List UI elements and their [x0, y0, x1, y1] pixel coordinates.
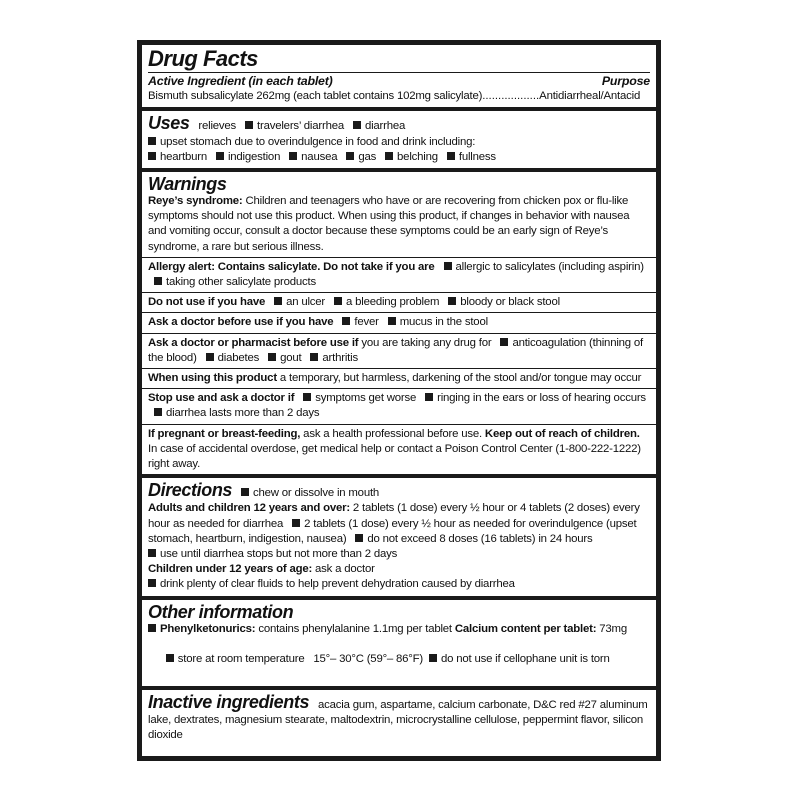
ask-pharmacist	[142, 333, 656, 368]
do-not-use-item: a bleeding problem	[346, 296, 440, 309]
bullet-icon	[346, 152, 354, 160]
bullet-icon	[385, 152, 393, 160]
bullet-icon	[148, 137, 156, 145]
direction-item: use until diarrhea stops but not more than 2 days	[160, 548, 398, 561]
pregnancy-text: ask a health professional before use.	[300, 427, 485, 440]
uses-line-3	[148, 150, 650, 165]
bullet-icon	[148, 549, 156, 557]
use-item: upset stomach due to overindulgence in food and drink including:	[160, 135, 476, 148]
uses-heading: Uses	[148, 113, 190, 134]
bullet-icon	[268, 353, 276, 361]
storage-text: store at room temperature 15°– 30°C (59°– 86°F)	[177, 653, 424, 666]
storage-line	[148, 637, 650, 683]
direction-line	[148, 577, 650, 592]
pku-label: Phenylketonurics:	[160, 622, 256, 635]
use-item: indigestion	[227, 150, 281, 163]
bullet-icon	[388, 317, 396, 325]
do-not-use-item: an ulcer	[286, 296, 326, 309]
ask-pharmacist-item: arthritis	[322, 351, 358, 364]
direction-item: do not exceed 8 doses (16 tablets) in 24 hours	[367, 532, 593, 545]
use-item: nausea	[301, 150, 338, 163]
ask-doctor-item: fever	[354, 316, 379, 329]
ask-pharmacist-item: gout	[280, 351, 302, 364]
phenylketonurics-line	[148, 622, 650, 637]
cellophane-text: do not use if cellophane unit is torn	[441, 653, 610, 666]
bullet-icon	[310, 353, 318, 361]
directions-intro: chew or dissolve in mouth	[253, 487, 380, 500]
adults-directions	[148, 501, 650, 547]
bullet-icon	[289, 152, 297, 160]
uses-line-2	[148, 135, 650, 150]
bullet-icon	[154, 277, 162, 285]
bullet-icon	[353, 121, 361, 129]
inactive-ingredients-section	[142, 686, 656, 757]
pregnancy-warning	[142, 424, 656, 475]
allergy-alert	[142, 257, 656, 292]
use-item: travelers’ diarrhea	[257, 120, 344, 133]
purpose-label: Purpose	[601, 74, 650, 88]
bullet-icon	[148, 152, 156, 160]
bullet-icon	[216, 152, 224, 160]
bullet-icon	[148, 624, 156, 632]
active-ingredient-header	[148, 72, 650, 89]
ask-pharmacist-item: diabetes	[217, 351, 260, 364]
keep-out-label: Keep out of reach of children.	[484, 427, 640, 440]
bullet-icon	[241, 488, 249, 496]
when-using-label: When using this product	[148, 372, 277, 385]
children-text: ask a doctor	[312, 563, 375, 576]
directions-section	[142, 474, 656, 595]
calcium-label: Calcium content per tablet:	[454, 622, 597, 635]
active-ingredient-label: Active Ingredient (in each tablet)	[148, 74, 333, 88]
reye-text: Children and teenagers who have or are recovering from chicken pox or flu-like symptoms should not use this product. When using this product, if changes in behavior with nausea and vomiting occur, consult a doctor because these symptoms could be an early sign of Reye’s syndrome, a rare but serious illness.	[148, 195, 630, 253]
adults-label: Adults and children 12 years and over:	[148, 502, 350, 515]
allergy-item: allergic to salicylates (including aspirin)	[455, 260, 644, 273]
direction-item: 2 tablets (1 dose) every ½ hour as needed for overindulgence (upset stomach, heartburn, indigestion, nausea)	[148, 517, 637, 545]
stop-use-item: symptoms get worse	[315, 392, 417, 405]
bullet-icon	[292, 519, 300, 527]
bullet-icon	[444, 262, 452, 270]
use-item: gas	[358, 150, 377, 163]
pregnancy-label: If pregnant or breast-feeding,	[148, 427, 301, 440]
bullet-icon	[342, 317, 350, 325]
active-ingredient-section	[142, 45, 656, 107]
use-item: fullness	[458, 150, 496, 163]
adults-text: 2 tablets (1 dose) every ½ hour or 4 tablets (2 doses) every hour as needed for diarrhea	[148, 502, 640, 530]
bullet-icon	[148, 579, 156, 587]
calcium-text: 73mg	[596, 622, 627, 635]
directions-line-1	[148, 480, 650, 501]
allergy-item: taking other salicylate products	[166, 276, 316, 289]
bullet-icon	[245, 121, 253, 129]
warnings-section	[142, 168, 656, 474]
stop-use-item: diarrhea lasts more than 2 days	[166, 407, 320, 420]
direction-line	[148, 547, 650, 562]
bullet-icon	[448, 297, 456, 305]
do-not-use-label: Do not use if you have	[148, 296, 266, 309]
ask-doctor	[142, 312, 656, 332]
bullet-icon	[154, 408, 162, 416]
bullet-icon	[303, 393, 311, 401]
bullet-icon	[447, 152, 455, 160]
uses-intro: relieves	[198, 120, 237, 133]
reye-label: Reye’s syndrome:	[148, 195, 243, 208]
inactive-ingredients-text: acacia gum, aspartame, calcium carbonate, D&C red #27 aluminum lake, dextrates, magnesium stearate, maltodextrin, microcrystalline cellulose, peppermint flavor, silicon dioxide	[148, 698, 648, 741]
direction-item: drink plenty of clear fluids to help prevent dehydration caused by diarrhea	[160, 578, 515, 591]
use-item: diarrhea	[364, 120, 406, 133]
warnings-heading: Warnings	[148, 174, 227, 195]
reye-warning	[142, 194, 656, 257]
stop-use-item: ringing in the ears or loss of hearing occurs	[437, 392, 646, 405]
when-using	[142, 368, 656, 388]
overdose-text: In case of accidental overdose, get medical help or contact a Poison Control Center (1-800-222-1222) right away.	[148, 442, 641, 471]
children-label: Children under 12 years of age:	[148, 563, 313, 576]
bullet-icon	[274, 297, 282, 305]
purpose-text: Antidiarrheal/Antacid	[539, 90, 641, 103]
bullet-icon	[500, 338, 508, 346]
leader-dots: ..................	[482, 90, 540, 103]
ask-doctor-item: mucus in the stool	[399, 316, 488, 329]
bullet-icon	[206, 353, 214, 361]
directions-heading: Directions	[148, 480, 233, 501]
do-not-use	[142, 292, 656, 312]
bullet-icon	[429, 654, 437, 662]
other-information-heading: Other information	[148, 601, 294, 622]
uses-section	[142, 107, 656, 168]
bullet-icon	[425, 393, 433, 401]
drug-facts-title: Drug Facts	[148, 46, 258, 71]
bullet-icon	[166, 654, 174, 662]
bullet-icon	[334, 297, 342, 305]
when-using-text: a temporary, but harmless, darkening of the stool and/or tongue may occur	[276, 372, 642, 385]
other-information-section	[142, 596, 656, 686]
drug-facts-panel	[137, 40, 661, 761]
children-directions	[148, 562, 650, 577]
stop-use	[142, 388, 656, 423]
ask-pharmacist-text: you are taking any drug for	[358, 336, 492, 349]
ask-pharmacist-label: Ask a doctor or pharmacist before use if	[148, 336, 359, 349]
drug-facts-inner	[142, 45, 656, 756]
use-item: belching	[397, 150, 438, 163]
ingredient-text: Bismuth subsalicylate 262mg (each tablet contains 102mg salicylate)	[148, 90, 483, 103]
allergy-label: Allergy alert: Contains salicylate. Do not take if you are	[148, 260, 435, 273]
ask-pharmacist-item: anticoagulation (thinning of the blood)	[148, 336, 643, 364]
use-item: heartburn	[160, 150, 207, 163]
stop-use-label: Stop use and ask a doctor if	[148, 392, 295, 405]
uses-line-1	[148, 113, 650, 134]
pku-text: contains phenylalanine 1.1mg per tablet	[255, 622, 455, 635]
inactive-ingredients-heading: Inactive ingredients	[148, 691, 310, 712]
active-ingredient-row	[148, 89, 650, 104]
ask-doctor-label: Ask a doctor before use if you have	[148, 316, 334, 329]
do-not-use-item: bloody or black stool	[460, 296, 560, 309]
bullet-icon	[355, 534, 363, 542]
